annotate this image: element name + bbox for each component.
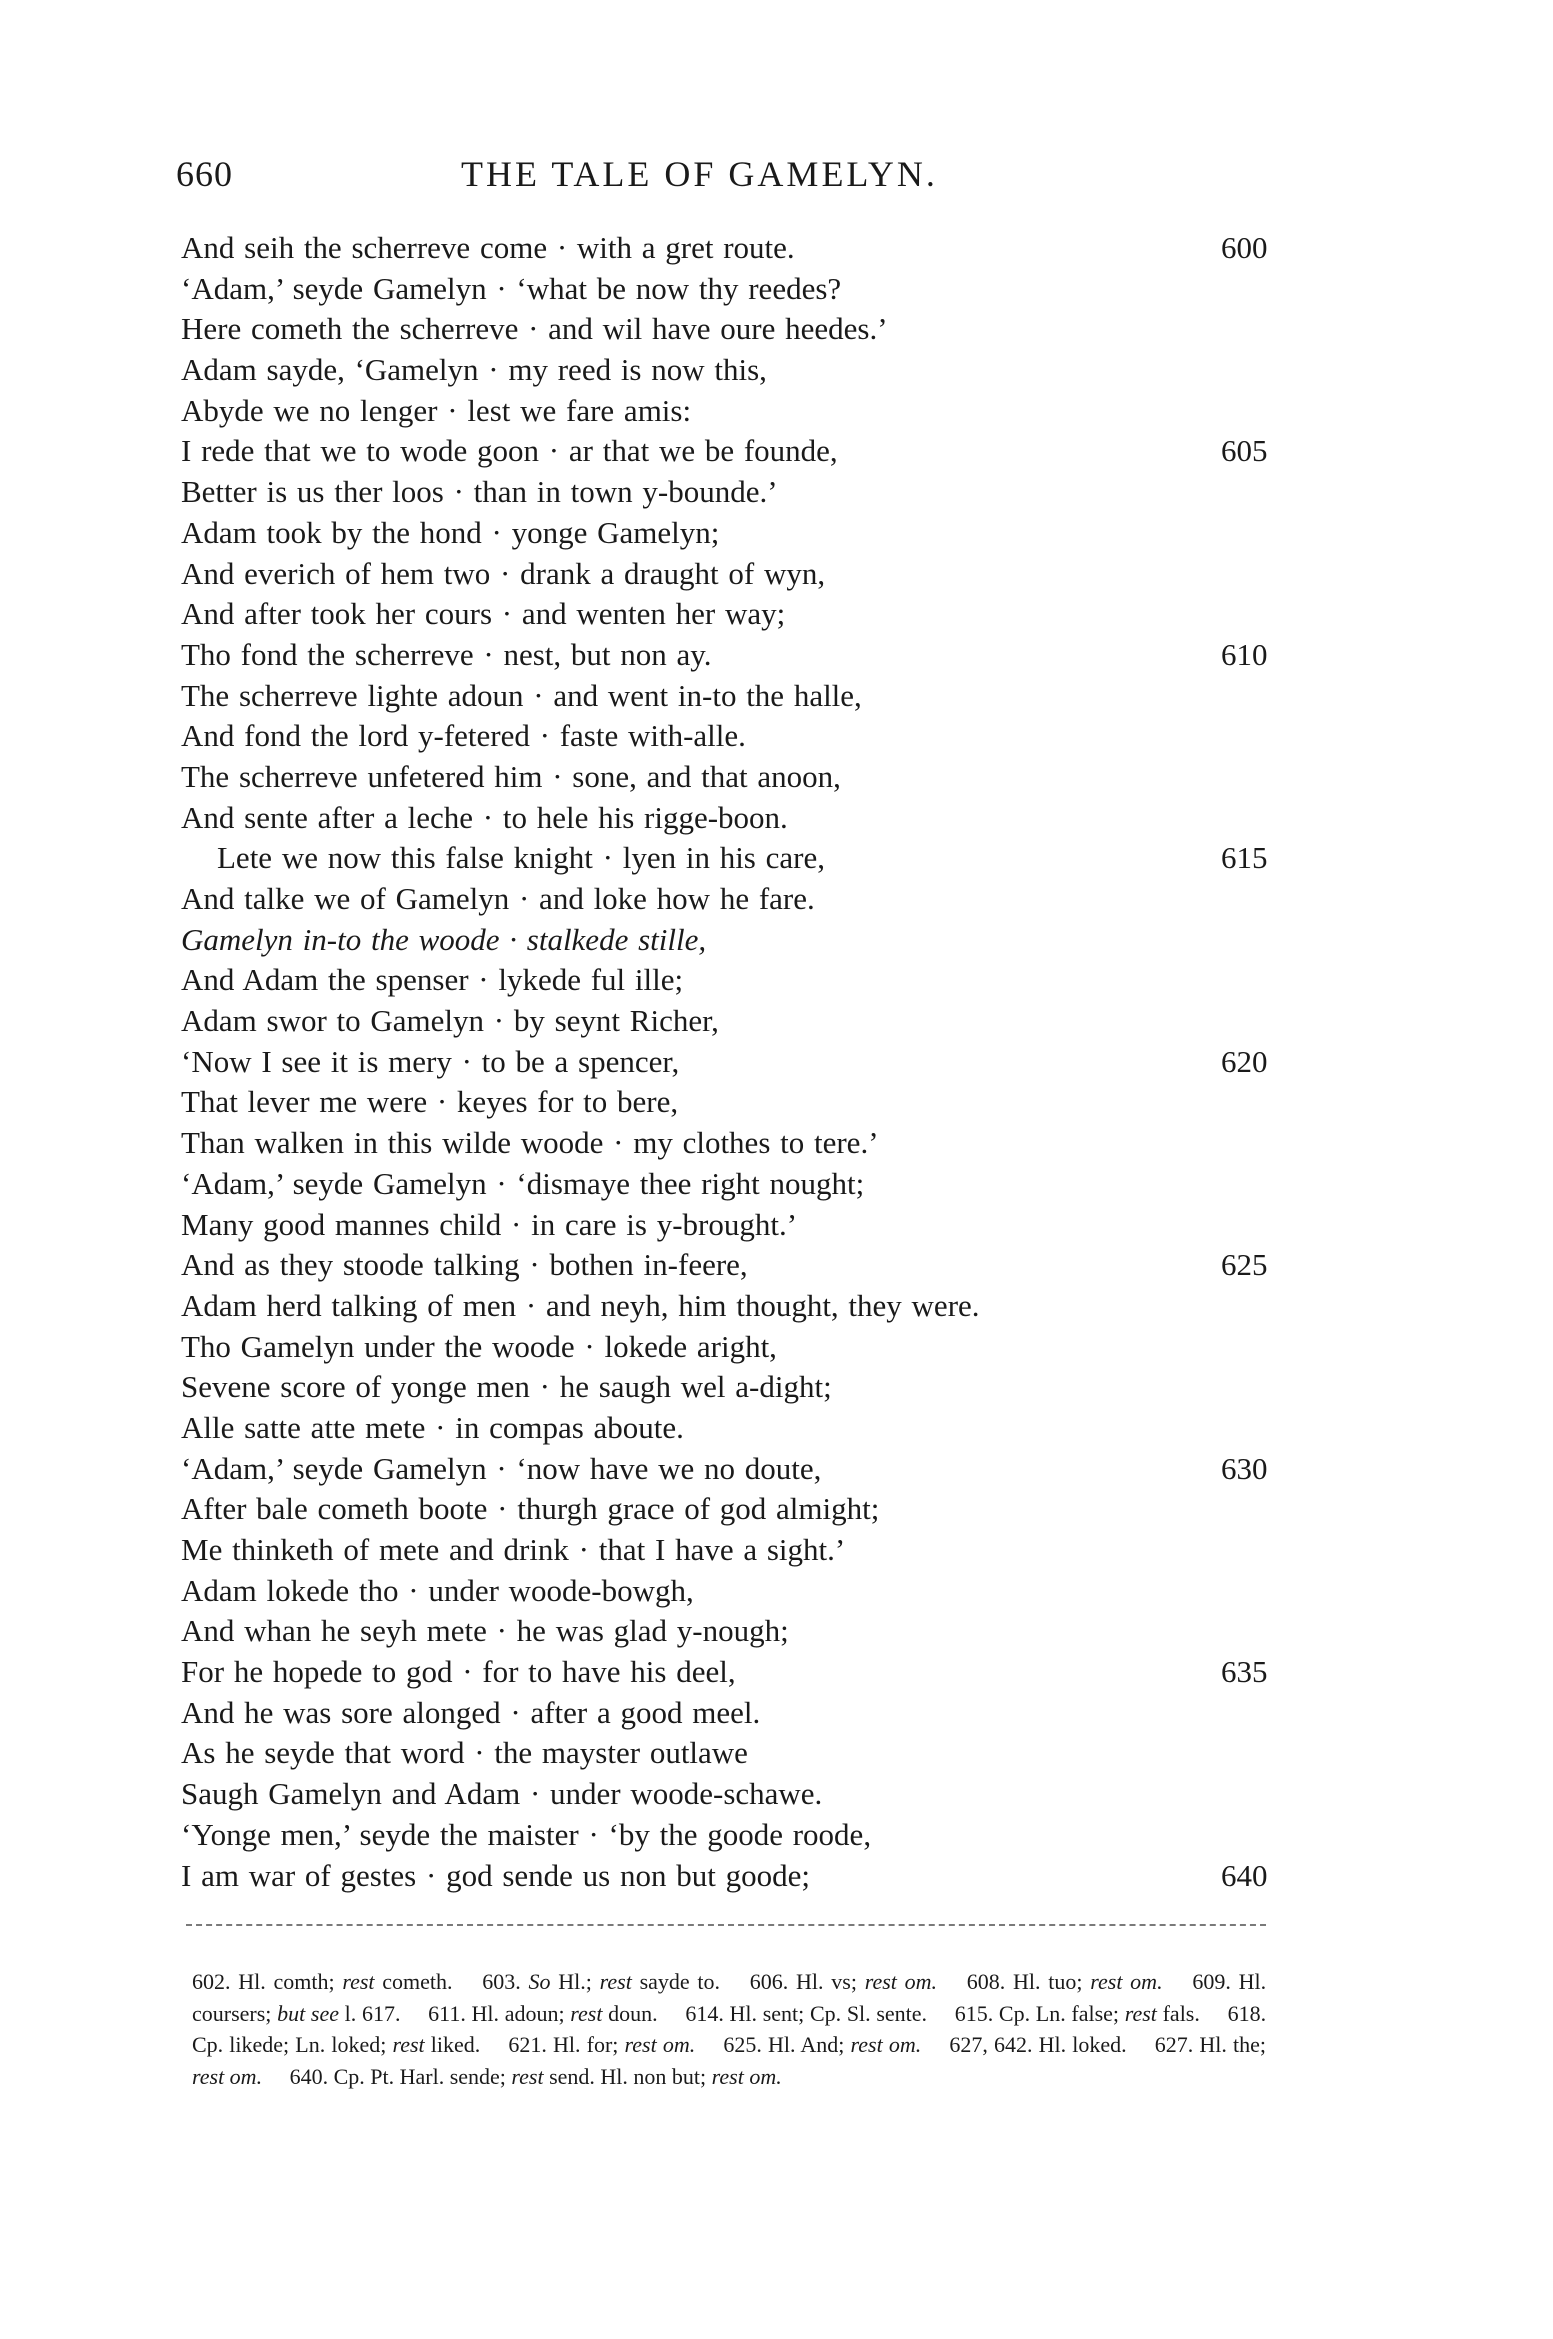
footnote-text: Hl. coursers; [192, 1969, 1267, 2026]
footnote-text: rest [511, 2063, 544, 2089]
footnote-ref: 602. [192, 1969, 231, 1994]
footnote [290, 2064, 782, 2089]
verse-line [181, 1082, 1281, 1123]
footnote-text: but see [277, 2000, 339, 2026]
verse-text: And fond the lord y-fetered · faste with-alle. [181, 718, 746, 754]
verse-text: And sente after a leche · to hele his rigge-boon. [181, 799, 788, 835]
verse-text: I rede that we to wode goon · ar that we be founde, [181, 433, 838, 469]
verse-text: Here cometh the scherreve · and wil have oure heedes.’ [181, 311, 888, 347]
footnote-text: rest om. [192, 2063, 263, 2089]
verse-line [181, 391, 1281, 432]
footnote-text: liked. [424, 2032, 481, 2057]
footnote-text: Hl. comth; [238, 1969, 343, 1994]
verse-line [181, 1286, 1281, 1327]
verse-line [181, 594, 1281, 635]
footnote-text: rest [570, 2000, 603, 2026]
footnote-text: rest om. [1090, 1969, 1163, 1994]
footnote [955, 2001, 1200, 2026]
footnote-text: Hl. for; [553, 2032, 625, 2057]
verse-line [181, 228, 1281, 269]
verse-line [181, 798, 1281, 839]
verse-text: And after took her cours · and wenten her way; [181, 596, 786, 632]
footnote-text: rest [392, 2032, 425, 2057]
footnote-text: Hl. And; [768, 2032, 851, 2057]
running-title: THE TALE OF GAMELYN. [461, 154, 938, 194]
line-number: 605 [1221, 433, 1268, 469]
verse-line [181, 757, 1281, 798]
page-number: 660 [176, 154, 233, 194]
verse-line [181, 1449, 1281, 1490]
verse-text: For he hopede to god · for to have his deel, [181, 1654, 736, 1690]
verse-text: The scherreve lighte adoun · and went in-to the halle, [181, 677, 862, 713]
verse-line [181, 309, 1281, 350]
footnote [949, 2032, 1126, 2057]
footnote-text: Hl. tuo; [1013, 1969, 1091, 1994]
verse-text: Than walken in this wilde woode · my clothes to tere.’ [181, 1125, 879, 1161]
footnote-ref: 611. [428, 2000, 466, 2026]
footnote-text: rest om. [850, 2032, 922, 2057]
verse-text: Gamelyn in-to the woode · stalkede stille, [181, 921, 707, 957]
verse-text: ‘Now I see it is mery · to be a spencer, [181, 1043, 680, 1079]
footnote [723, 2032, 921, 2057]
verse-text: Adam lokede tho · under woode-bowgh, [181, 1572, 694, 1608]
verse-text: After bale cometh boote · thurgh grace of god almight; [181, 1491, 880, 1527]
verse-text: Lete we now this false knight · lyen in his care, [217, 840, 825, 876]
verse-text: Me thinketh of mete and drink · that I have a sight.’ [181, 1532, 846, 1567]
footnote-ref: 627. [1154, 2032, 1194, 2057]
verse-line [181, 1327, 1281, 1368]
footnote-text: rest om. [624, 2032, 696, 2057]
verse-line [181, 716, 1281, 757]
line-number: 600 [1221, 230, 1268, 265]
line-number: 615 [1221, 840, 1268, 876]
verse-line [181, 920, 1281, 961]
verse-text: Tho Gamelyn under the woode · lokede aright, [181, 1328, 777, 1364]
verse-line [181, 838, 1281, 879]
footnote-text: rest [1124, 2000, 1157, 2026]
verse-line [181, 1408, 1281, 1449]
verse-text: And talke we of Gamelyn · and loke how he fare. [181, 881, 815, 916]
verse-line [181, 1571, 1281, 1612]
footnote-text: Hl. the; [1199, 2032, 1267, 2057]
footnote-text: Hl. loked. [1038, 2032, 1127, 2057]
footnote-text: cometh. [374, 1969, 453, 1994]
footnote-divider [186, 1924, 1266, 1926]
verse-line [181, 1123, 1281, 1164]
footnote-text: doun. [602, 2000, 658, 2026]
verse-line [181, 1245, 1281, 1286]
verse-text: The scherreve unfetered him · sone, and that anoon, [181, 758, 841, 794]
verse-text: I am war of gestes · god sende us non but goode; [181, 1857, 810, 1893]
footnote-ref: 608. [966, 1969, 1006, 1994]
line-number: 610 [1221, 636, 1268, 672]
footnote-ref: 625. [723, 2032, 762, 2057]
footnote-ref: 606. [749, 1969, 789, 1994]
footnote-ref: 615. [954, 2000, 994, 2026]
verse-text: And as they stoode talking · bothen in-feere, [181, 1247, 748, 1283]
verse-text: Alle satte atte mete · in compas aboute. [181, 1409, 684, 1445]
footnote-text: Hl. adoun; [471, 2000, 571, 2026]
verse-text: Adam swor to Gamelyn · by seynt Richer, [181, 1003, 719, 1039]
verse-line [181, 960, 1281, 1001]
verse-text: Adam took by the hond · yonge Gamelyn; [181, 514, 720, 550]
footnote-text: rest [342, 1969, 375, 1994]
verse-text: ‘Yonge men,’ seyde the maister · ‘by the goode roode, [181, 1816, 872, 1852]
footnote-text: Hl. sent; Cp. Sl. sente. [729, 2000, 928, 2026]
verse-text: And he was sore alonged · after a good meel. [181, 1694, 761, 1730]
verse-text: Many good mannes child · in care is y-brought.’ [181, 1206, 798, 1242]
verse-line [181, 1815, 1281, 1856]
footnote-text: Hl.; [550, 1969, 600, 1994]
verse-text: And Adam the spenser · lykede ful ille; [181, 962, 684, 998]
footnote-text: sayde to. [631, 1969, 721, 1994]
footnote-ref: 614. [685, 2000, 724, 2026]
footnote-text: fals. [1156, 2000, 1200, 2026]
verse-line [181, 350, 1281, 391]
footnotes [192, 1966, 1266, 2092]
verse-text: Adam sayde, ‘Gamelyn · my reed is now this, [181, 352, 767, 388]
verse-text: That lever me were · keyes for to bere, [181, 1084, 679, 1120]
verse-text: ‘Adam,’ seyde Gamelyn · ‘now have we no doute, [181, 1450, 822, 1486]
footnote-text: Cp. likede; Ln. loked; [192, 2032, 393, 2057]
line-number: 640 [1221, 1857, 1268, 1893]
footnote-ref: 640. [289, 2063, 329, 2089]
verse-text: Adam herd talking of men · and neyh, him thought, they were. [181, 1287, 980, 1323]
running-head [176, 153, 1266, 197]
footnote [750, 1969, 937, 1994]
verse-text: As he seyde that word · the mayster outlawe [181, 1735, 748, 1771]
footnote-text: Cp. Pt. Harl. sende; [333, 2063, 512, 2089]
verse-line [181, 1856, 1281, 1897]
footnote [685, 2001, 927, 2026]
footnote [192, 1969, 453, 1994]
footnote-text: So [528, 1969, 551, 1994]
verse-line [181, 1164, 1281, 1205]
footnote-text: Cp. Ln. false; [998, 2000, 1125, 2026]
verse-text: Sevene score of yonge men · he saugh wel a-dight; [181, 1369, 832, 1405]
footnote [967, 1969, 1163, 1994]
footnote-text: Hl. vs; [796, 1969, 865, 1994]
verse-line [181, 1367, 1281, 1408]
footnote-ref: 621. [508, 2032, 547, 2057]
verse-line [181, 1042, 1281, 1083]
footnote-text: rest [599, 1969, 632, 1994]
verse-text: Abyde we no lenger · lest we fare amis: [181, 392, 692, 428]
verse-line [181, 472, 1281, 513]
verse-text: And seih the scherreve come · with a gret route. [181, 230, 795, 265]
verse-line [181, 1652, 1281, 1693]
verse-line [181, 1693, 1281, 1734]
line-number: 620 [1221, 1043, 1268, 1079]
footnote-ref: 627, 642. [949, 2032, 1033, 2057]
footnote [428, 2001, 658, 2026]
verse-text: And whan he seyh mete · he was glad y-nough; [181, 1613, 789, 1649]
verse-line [181, 1205, 1281, 1246]
verse-line [181, 513, 1281, 554]
footnote-text: send. Hl. non but; [543, 2063, 712, 2089]
verse-line [181, 1001, 1281, 1042]
footnote-text: rest om. [864, 1969, 938, 1994]
footnote [482, 1969, 720, 1994]
verse-block [181, 228, 1281, 1896]
footnote-text: l. 617. [339, 2000, 401, 2026]
verse-line [181, 879, 1281, 920]
verse-line [181, 1611, 1281, 1652]
verse-line [181, 431, 1281, 472]
verse-text: ‘Adam,’ seyde Gamelyn · ‘dismaye thee right nought; [181, 1165, 865, 1201]
footnote [508, 2032, 695, 2057]
line-number: 635 [1221, 1654, 1268, 1690]
verse-line [181, 1733, 1281, 1774]
verse-text: Saugh Gamelyn and Adam · under woode-schawe. [181, 1776, 823, 1812]
verse-line [181, 269, 1281, 310]
verse-line [181, 554, 1281, 595]
verse-text: And everich of hem two · drank a draught of wyn, [181, 555, 826, 591]
footnote-text: rest om. [711, 2063, 782, 2089]
footnote-ref: 603. [482, 1969, 521, 1994]
footnote-ref: 609. [1192, 1969, 1231, 1994]
verse-line [181, 1774, 1281, 1815]
verse-line [181, 1530, 1281, 1571]
line-number: 625 [1221, 1247, 1268, 1283]
verse-text: ‘Adam,’ seyde Gamelyn · ‘what be now thy reedes? [181, 270, 842, 306]
verse-text: Better is us ther loos · than in town y-bounde.’ [181, 474, 778, 510]
verse-line [181, 635, 1281, 676]
verse-text: Tho fond the scherreve · nest, but non ay. [181, 636, 712, 672]
verse-line [181, 676, 1281, 717]
footnote-ref: 618. [1227, 2000, 1267, 2026]
line-number: 630 [1221, 1450, 1268, 1486]
verse-line [181, 1489, 1281, 1530]
